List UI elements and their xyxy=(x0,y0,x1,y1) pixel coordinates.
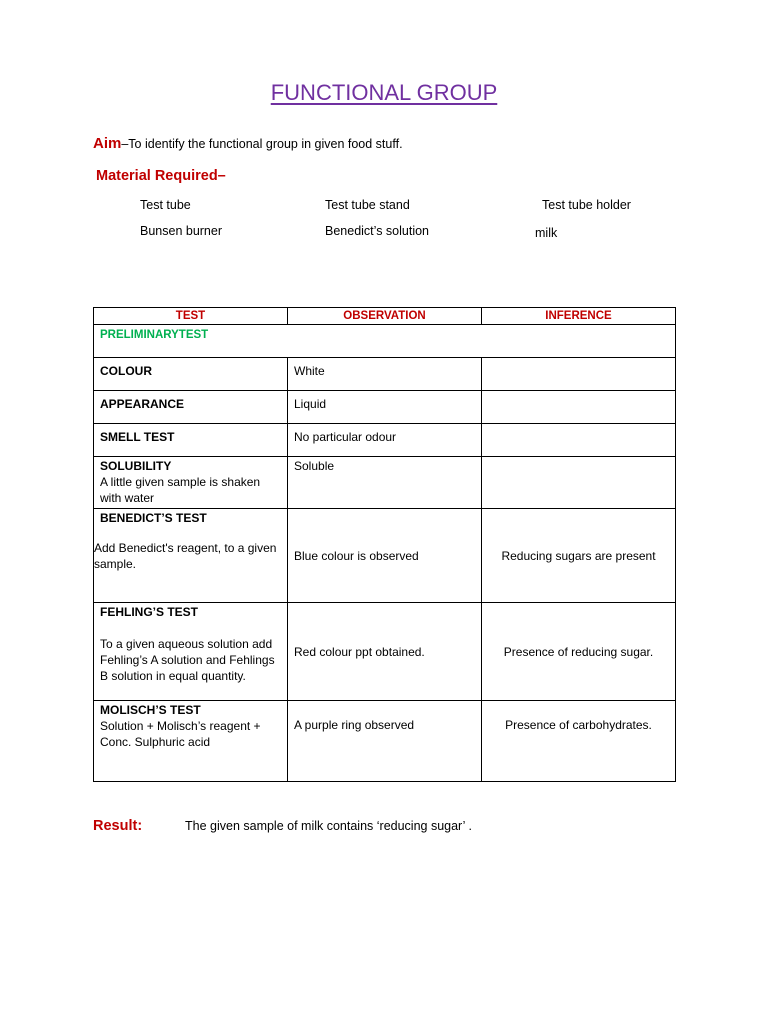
observation-table xyxy=(93,307,676,782)
test-cell xyxy=(94,457,288,509)
header-test: TEST xyxy=(94,308,288,325)
observation-cell: Red colour ppt obtained. xyxy=(288,603,482,701)
inference-cell: Presence of reducing sugar. xyxy=(482,603,676,701)
observation-cell: Soluble xyxy=(288,457,482,509)
test-name: COLOUR xyxy=(94,358,288,391)
page-title: FUNCTIONAL GROUP xyxy=(270,80,498,105)
observation-cell: A purple ring observed xyxy=(288,701,482,782)
table-row xyxy=(94,391,676,424)
test-name: SOLUBILITY xyxy=(100,459,172,473)
test-detail: A little given sample is shaken with water xyxy=(100,475,261,505)
test-detail: Add Benedict's reagent, to a given sample. xyxy=(94,541,277,571)
table-row xyxy=(94,358,676,391)
test-cell xyxy=(94,701,288,782)
test-detail: To a given aqueous solution add Fehling’s A solution and Fehlings B solution in equal quantity. xyxy=(100,637,275,683)
inference-cell xyxy=(482,424,676,457)
material-item: Test tube stand xyxy=(325,198,410,212)
inference-cell: Presence of carbohydrates. xyxy=(482,701,676,782)
material-item: Benedict’s solution xyxy=(325,224,430,238)
test-detail: Solution + Molisch’s reagent + Conc. Sulphuric acid xyxy=(100,719,261,749)
test-name: SMELL TEST xyxy=(94,424,288,457)
inference-cell xyxy=(482,391,676,424)
aim-text: –To identify the functional group in given food stuff. xyxy=(121,137,403,151)
test-name: BENEDICT’S TEST xyxy=(100,511,207,525)
table-row xyxy=(94,509,676,603)
test-cell xyxy=(94,603,288,701)
aim-line xyxy=(93,135,403,152)
test-name: APPEARANCE xyxy=(94,391,288,424)
test-cell xyxy=(94,509,288,603)
material-item: Test tube holder xyxy=(542,198,631,212)
result-label: Result: xyxy=(93,818,143,834)
header-observation: OBSERVATION xyxy=(288,308,482,325)
table-row xyxy=(94,701,676,782)
header-inference: INFERENCE xyxy=(482,308,676,325)
test-name: FEHLING’S TEST xyxy=(100,605,199,619)
observation-cell: No particular odour xyxy=(288,424,482,457)
aim-label: Aim xyxy=(93,135,122,152)
observation-cell: Liquid xyxy=(288,391,482,424)
inference-cell: Reducing sugars are present xyxy=(482,509,676,603)
inference-cell xyxy=(482,358,676,391)
material-item: Bunsen burner xyxy=(140,224,223,238)
materials-heading: Material Required– xyxy=(96,168,226,184)
section-row xyxy=(94,325,676,358)
result-text: The given sample of milk contains ‘reducing sugar’ . xyxy=(185,819,472,833)
material-item: Test tube xyxy=(140,198,191,212)
observation-cell: Blue colour is observed xyxy=(288,509,482,603)
section-label: PRELIMINARYTEST xyxy=(94,325,676,358)
table-header-row xyxy=(94,308,676,325)
material-item: milk xyxy=(535,226,558,240)
inference-cell xyxy=(482,457,676,509)
table-row xyxy=(94,603,676,701)
table-row xyxy=(94,424,676,457)
test-name: MOLISCH’S TEST xyxy=(100,703,201,717)
table-row xyxy=(94,457,676,509)
observation-cell: White xyxy=(288,358,482,391)
